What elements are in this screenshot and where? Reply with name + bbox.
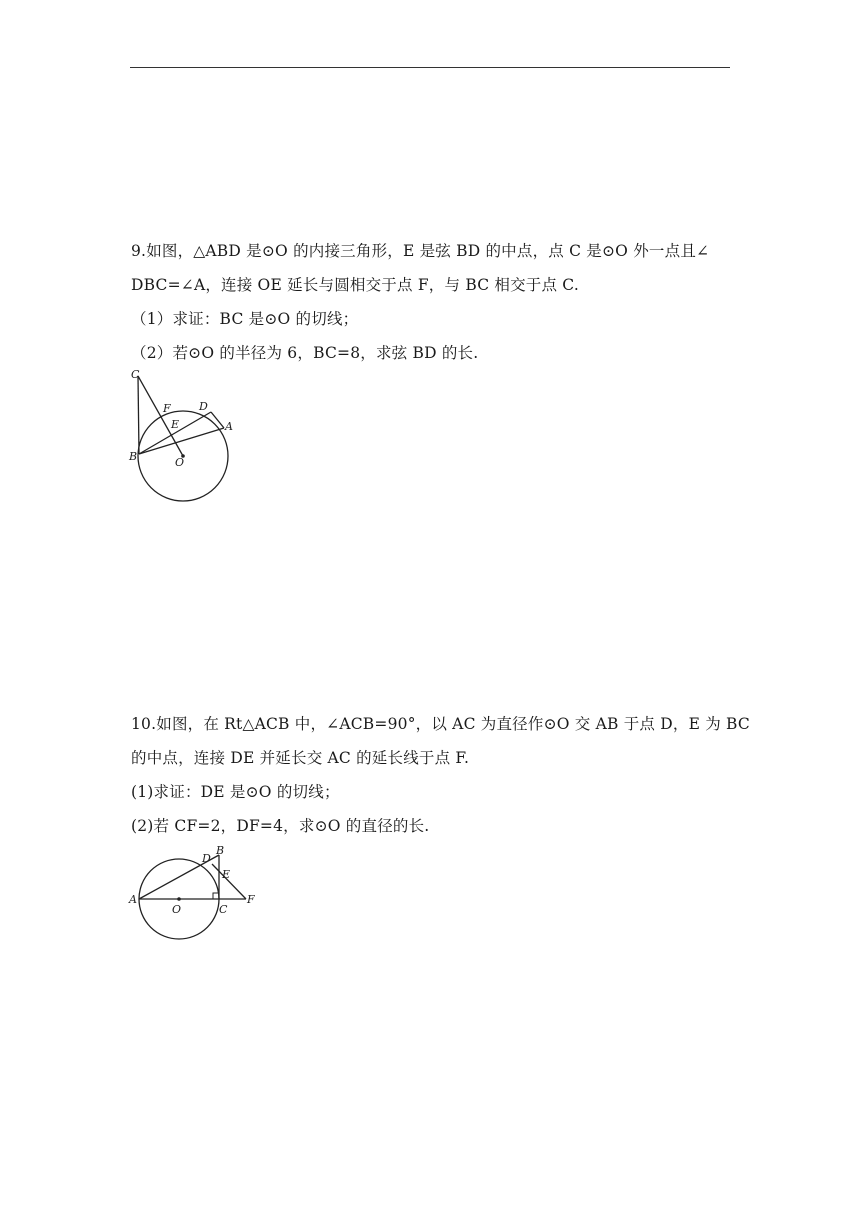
point-o xyxy=(177,897,181,901)
problem9-line-2: DBC=∠A，连接 OE 延长与圆相交于点 F，与 BC 相交于点 C. xyxy=(131,276,579,294)
label-a: A xyxy=(225,420,233,433)
label-o: O xyxy=(172,903,182,916)
problem10-part-1: (1)求证：DE 是⊙O 的切线； xyxy=(131,783,340,801)
label-c: C xyxy=(219,903,228,916)
label-b: B xyxy=(216,844,225,857)
problem9-figure xyxy=(128,368,238,507)
problem10-line-2: 的中点，连接 DE 并延长交 AC 的延长线于点 F. xyxy=(131,749,470,767)
segment-bc xyxy=(138,376,139,454)
label-a: A xyxy=(129,893,137,906)
problem9-part-2: （2）若⊙O 的半径为 6，BC=8，求弦 BD 的长. xyxy=(131,344,479,362)
problem10-line-1: 10.如图，在 Rt△ACB 中，∠ACB=90°，以 AC 为直径作⊙O 交 AB 于点 D，E 为 BC xyxy=(131,715,750,733)
segment-da xyxy=(211,412,224,428)
header-rule xyxy=(130,67,730,68)
problem9-line-1: 9.如图，△ABD 是⊙O 的内接三角形，E 是弦 BD 的中点，点 C 是⊙O 外一点且∠ xyxy=(131,242,710,260)
label-f: F xyxy=(247,893,255,906)
label-c: C xyxy=(131,368,140,381)
label-d: D xyxy=(199,400,208,413)
label-e: E xyxy=(222,868,231,881)
label-d: D xyxy=(202,852,211,865)
segment-co xyxy=(138,376,183,456)
problem9-part-1: （1）求证：BC 是⊙O 的切线； xyxy=(131,310,359,328)
label-e: E xyxy=(171,418,180,431)
segment-ba xyxy=(139,428,224,454)
label-o: O xyxy=(175,456,185,469)
problem10-figure xyxy=(126,842,266,948)
label-b: B xyxy=(129,450,138,463)
label-f: F xyxy=(163,402,171,415)
problem10-part-2: (2)若 CF=2，DF=4，求⊙O 的直径的长. xyxy=(131,817,430,835)
